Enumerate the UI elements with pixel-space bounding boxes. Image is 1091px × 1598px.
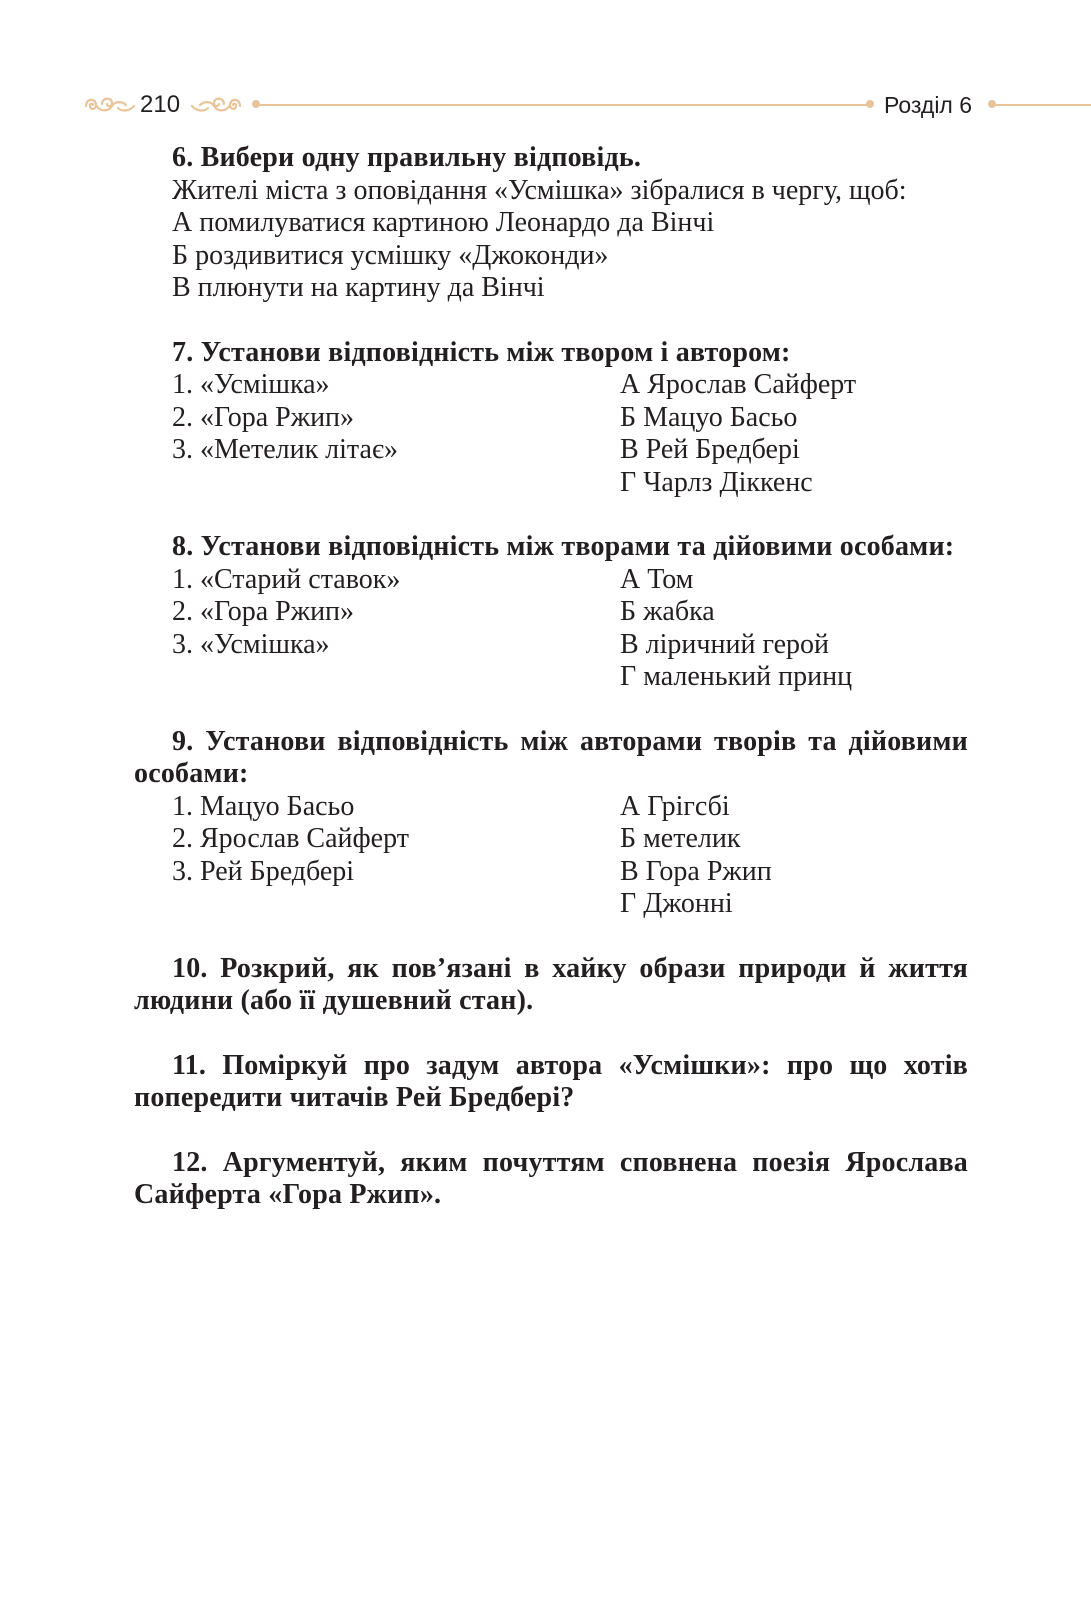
- match-left-item: 2. Ярослав Сайферт: [172, 823, 409, 854]
- task-8: [134, 531, 968, 694]
- task-9-question: 9. Установи відповідність між авторами творів та дійовими особами:: [134, 725, 968, 789]
- option-item: Б роздивитися усмішку «Джоконди»: [172, 239, 609, 271]
- page-number: 210: [140, 91, 181, 118]
- match-right-item: В Рей Бредбері: [620, 434, 800, 465]
- task-9: [134, 726, 968, 921]
- match-right-item: А Грігсбі: [620, 790, 730, 822]
- match-left-item: 3. «Метелик літає»: [172, 434, 398, 465]
- task-12: [134, 1147, 968, 1212]
- match-right-item: Б метелик: [620, 823, 741, 854]
- match-left-item: 3. Рей Бредбері: [172, 855, 355, 887]
- match-left-empty: [134, 888, 582, 921]
- page-content: [134, 142, 968, 1212]
- task-6-text: Жителі міста з оповідання «Усмішка» зібралися в чергу, щоб:: [172, 174, 907, 206]
- match-left-empty: [134, 661, 582, 694]
- task-11: [134, 1050, 968, 1115]
- match-right-item: Г маленький принц: [620, 661, 853, 692]
- match-right-item: В Гора Ржип: [620, 855, 772, 887]
- match-right-item: Г Чарлз Діккенс: [620, 466, 813, 498]
- match-left-item: 3. «Усмішка»: [172, 628, 330, 660]
- rule-dot: [866, 100, 874, 108]
- ornament-right-icon: [188, 90, 244, 120]
- header-rule: [256, 104, 868, 106]
- match-left-empty: [134, 467, 582, 500]
- matching-grid: [134, 369, 968, 499]
- section-title: Розділ 6: [884, 92, 973, 118]
- matching-grid: [134, 791, 968, 921]
- task-6: [134, 142, 968, 305]
- match-right-item: А Том: [620, 563, 694, 595]
- match-right-item: А Ярослав Сайферт: [620, 369, 857, 400]
- option-item: В плюнути на картину да Вінчі: [172, 272, 545, 303]
- match-right-item: Б жабка: [620, 596, 715, 627]
- header-rule-right: [992, 104, 1091, 106]
- task-12-question: 12. Аргументуй, яким почуттям сповнена поезія Ярослава Сайферта «Гора Ржип».: [134, 1146, 968, 1210]
- ornament-left-icon: [82, 90, 138, 120]
- match-left-item: 2. «Гора Ржип»: [172, 401, 355, 433]
- match-left-item: 1. «Усмішка»: [172, 369, 330, 400]
- matching-grid: [134, 564, 968, 694]
- option-item: А помилуватися картиною Леонардо да Вінчі: [172, 207, 715, 238]
- task-6-question: 6. Вибери одну правильну відповідь.: [172, 142, 642, 173]
- match-left-item: 2. «Гора Ржип»: [172, 596, 355, 627]
- task-10-question: 10. Розкрий, як пов’язані в хайку образи природи й життя людини (або її душевний стан).: [134, 952, 968, 1016]
- task-11-question: 11. Поміркуй про задум автора «Усмішки»: про що хотів попередити читачів Рей Бредбері?: [134, 1049, 968, 1113]
- task-7-question: 7. Установи відповідність між твором і автором:: [172, 336, 791, 368]
- task-10: [134, 953, 968, 1018]
- match-right-item: В ліричний герой: [620, 628, 829, 660]
- match-left-item: 1. «Старий ставок»: [172, 563, 401, 595]
- task-8-question: 8. Установи відповідність між творами та дійовими особами:: [172, 531, 955, 562]
- match-right-item: Г Джонні: [620, 888, 733, 919]
- match-left-item: 1. Мацуо Басьо: [172, 790, 355, 822]
- match-right-item: Б Мацуо Басьо: [620, 401, 798, 433]
- task-7: [134, 337, 968, 500]
- page-header: [0, 82, 1091, 130]
